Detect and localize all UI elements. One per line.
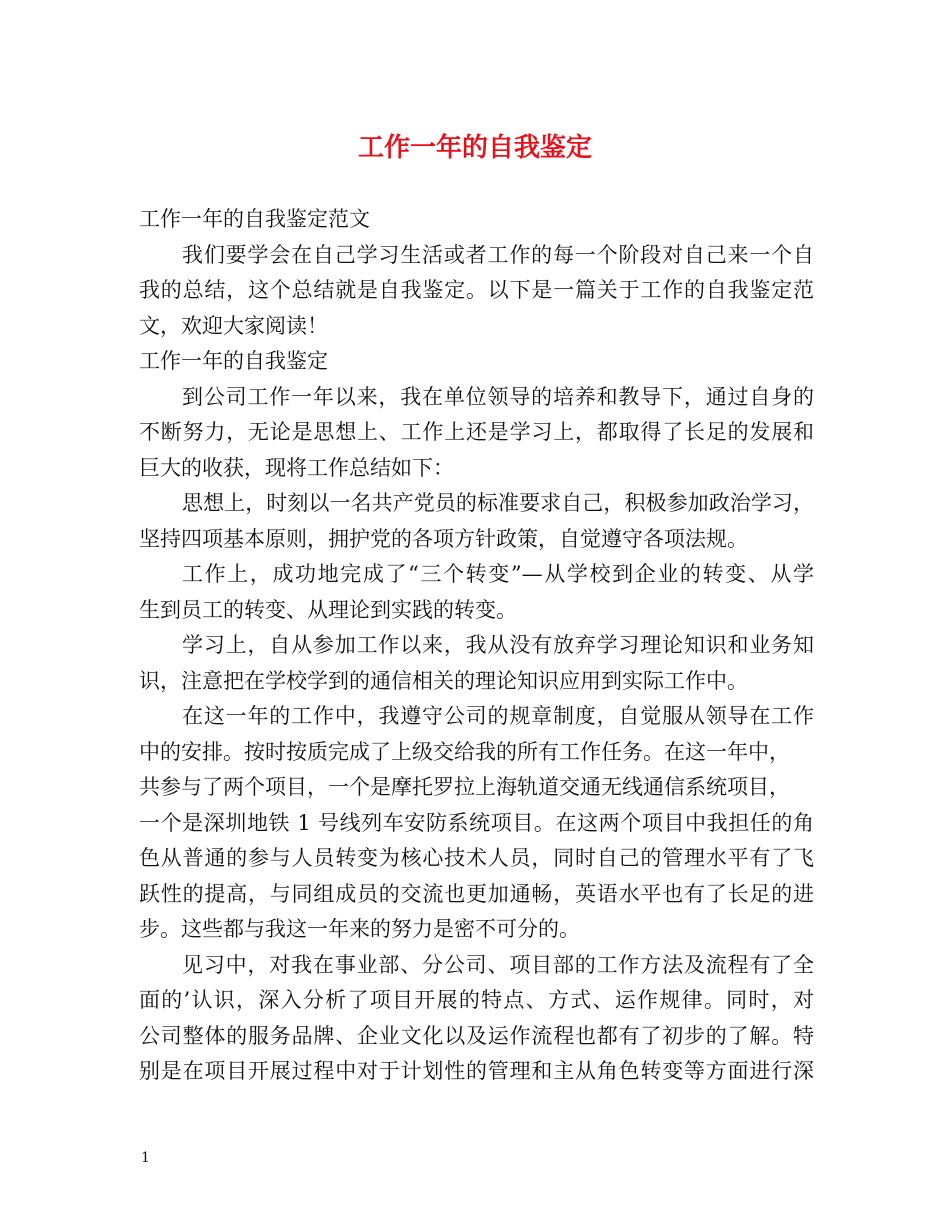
text-line: 思想上，时刻以一名共产党员的标准要求自己，积极参加政治学习， xyxy=(182,491,814,515)
text-line: 不断努力，无论是思想上、工作上还是学习上，都取得了长足的发展和 xyxy=(139,420,814,444)
text-line: 工作上，成功地完成了“三个转变”—从学校到企业的转变、从学 xyxy=(182,562,814,586)
text-line: 工作一年的自我鉴定 xyxy=(139,349,328,373)
text-line: 坚持四项基本原则，拥护党的各项方针政策，自觉遵守各项法规。 xyxy=(139,526,748,551)
text-line: 一个是深圳地铁 1 号线列车安防系统项目。在这两个项目中我担任的角 xyxy=(139,810,814,835)
text-line: 跃性的提高，与同组成员的交流也更加通畅，英语水平也有了长足的进 xyxy=(139,881,814,906)
text-line: 生到员工的转变、从理论到实践的转变。 xyxy=(139,597,517,622)
text-line: 公司整体的服务品牌、企业文化以及运作流程也都有了初步的了解。特 xyxy=(139,1023,814,1048)
text-line: 文，欢迎大家阅读！ xyxy=(139,313,328,338)
text-line: 到公司工作一年以来，我在单位领导的培养和教导下，通过自身的 xyxy=(182,384,814,409)
text-line: 步。这些都与我这一年来的努力是密不可分的。 xyxy=(139,917,580,941)
text-line: 学习上，自从参加工作以来，我从没有放弃学习理论知识和业务知 xyxy=(182,633,814,657)
text-line: 共参与了两个项目，一个是摩托罗拉上海轨道交通无线通信系统项目， xyxy=(139,775,790,799)
text-line: 巨大的收获，现将工作总结如下： xyxy=(139,455,454,480)
text-line: 见习中，对我在事业部、分公司、项目部的工作方法及流程有了全 xyxy=(182,952,814,977)
text-line: 中的安排。按时按质完成了上级交给我的所有工作任务。在这一年中， xyxy=(139,739,790,764)
text-line: 面的’认识，深入分析了项目开展的特点、方式、运作规律。同时，对 xyxy=(139,988,814,1012)
text-line: 识，注意把在学校学到的通信相关的理论知识应用到实际工作中。 xyxy=(139,668,748,693)
document-body xyxy=(139,202,814,1090)
text-line: 我的总结，这个总结就是自我鉴定。以下是一篇关于工作的自我鉴定范 xyxy=(139,278,814,302)
page-number: 1 xyxy=(141,1150,150,1166)
text-line: 别是在项目开展过程中对于计划性的管理和主从角色转变等方面进行深 xyxy=(139,1059,814,1083)
text-line: 我们要学会在自己学习生活或者工作的每一个阶段对自己来一个自 xyxy=(182,242,814,267)
text-line: 色从普通的参与人员转变为核心技术人员，同时自己的管理水平有了飞 xyxy=(139,846,814,870)
text-line: 工作一年的自我鉴定范文 xyxy=(139,207,370,231)
text-line: 在这一年的工作中，我遵守公司的规章制度，自觉服从领导在工作 xyxy=(182,704,814,728)
document-title: 工作一年的自我鉴定 xyxy=(357,133,592,163)
